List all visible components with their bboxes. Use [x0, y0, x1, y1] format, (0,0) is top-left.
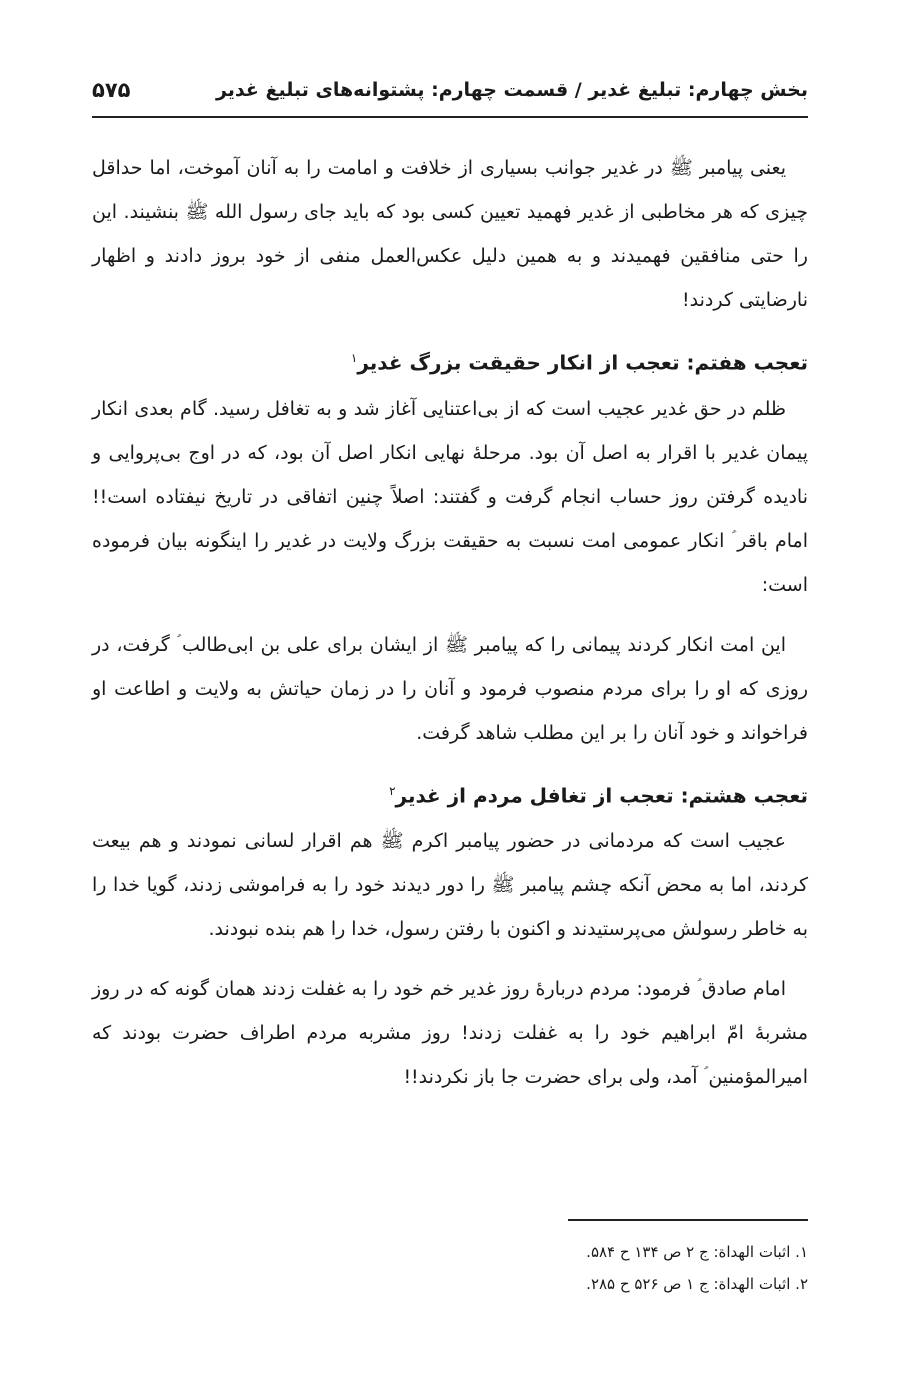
- page-number: ۵۷۵: [92, 78, 131, 102]
- footnote-ref-2[interactable]: ۲: [389, 783, 396, 798]
- heading-seventh-wonder: [92, 338, 808, 383]
- footnote-2: ۲. اثبات الهداة: ج ۱ ص ۵۲۶ ح ۲۸۵.: [586, 1275, 808, 1293]
- paragraph-5: امام صادق ؑ فرمود: مردم دربارۀ روز غدیر خم خود را به غفلت زدند همان گونه که در روز مشربۀ امّ ابراهیم خود را به غفلت زدند! روز مشربه مردم اطراف حضرت بودند که امیرالمؤمنین ؑ آمد، ولی برای حضرت جا باز نکردند!!: [92, 978, 808, 1089]
- footnotes: [92, 1236, 808, 1300]
- paragraph-2: ظلم در حق غدیر عجیب است که از بی‌اعتنایی آغاز شد و به تغافل رسید. گام بعدی انکار پیمان غدیر با اقرار به اصل آن بود. مرحلۀ نهایی انکار اصل آن بود، که در اوج بی‌پروایی و نادیده گرفتن روز حساب انجام گرفت و گفتند: اصلاً چنین اتفاقی در تاریخ نیفتاده است!! امام باقر ؑ انکار عمومی امت نسبت به حقیقت بزرگ ولایت در غدیر را اینگونه بیان فرموده است:: [92, 397, 808, 596]
- footnote-1: ۱. اثبات الهداة: ج ۲ ص ۱۳۴ ح ۵۸۴.: [586, 1243, 808, 1261]
- paragraph-1: یعنی پیامبر ﷺ در غدیر جوانب بسیاری از خلافت و امامت را به آنان آموخت، اما حداقل چیزی که هر مخاطبی از غدیر فهمید تعیین کسی بود که باید جای رسول الله ﷺ بنشیند. این را حتی منافقین فهمیدند و به همین دلیل عکس‌العمل منفی از خود بروز دادند و اظهار نارضایتی کردند!: [92, 157, 808, 311]
- footnote-ref-1[interactable]: ۱: [350, 351, 358, 365]
- hadith-quote-1: این امت انکار کردند پیمانی را که پیامبر ﷺ از ایشان برای علی بن ابی‌طالب ؑ گرفت، در روزی که او را برای مردم منصوب فرمود و آنان را در زمان حیاتش به ولایت و اطاعت او فراخواند و خود آنان را بر این مطلب شاهد گرفت.: [92, 633, 808, 744]
- heading-eighth-wonder: [92, 771, 808, 816]
- book-page: [92, 0, 808, 1390]
- running-header: [92, 70, 808, 110]
- heading-seventh-text: تعجب هفتم: تعجب از انکار حقیقت بزرگ غدیر: [357, 350, 808, 375]
- page-body: [92, 146, 808, 1115]
- footnote-rule: [568, 1219, 808, 1221]
- heading-eighth-text: تعجب هشتم: تعجب از تغافل مردم از غدیر: [395, 783, 808, 808]
- header-rule: [92, 116, 808, 118]
- paragraph-4: عجیب است که مردمانی در حضور پیامبر اکرم ﷺ هم اقرار لسانی نمودند و هم بیعت کردند، اما به محض آنکه چشم پیامبر ﷺ را دور دیدند خود را به فراموشی زدند، گویا خدا را به خاطر رسولش می‌پرستیدند و اکنون با رفتن رسول، خدا را هم بنده نبودند.: [92, 830, 808, 941]
- running-title: بخش چهارم: تبلیغ غدیر / قسمت چهارم: پشتوانه‌های تبلیغ غدیر: [215, 79, 808, 101]
